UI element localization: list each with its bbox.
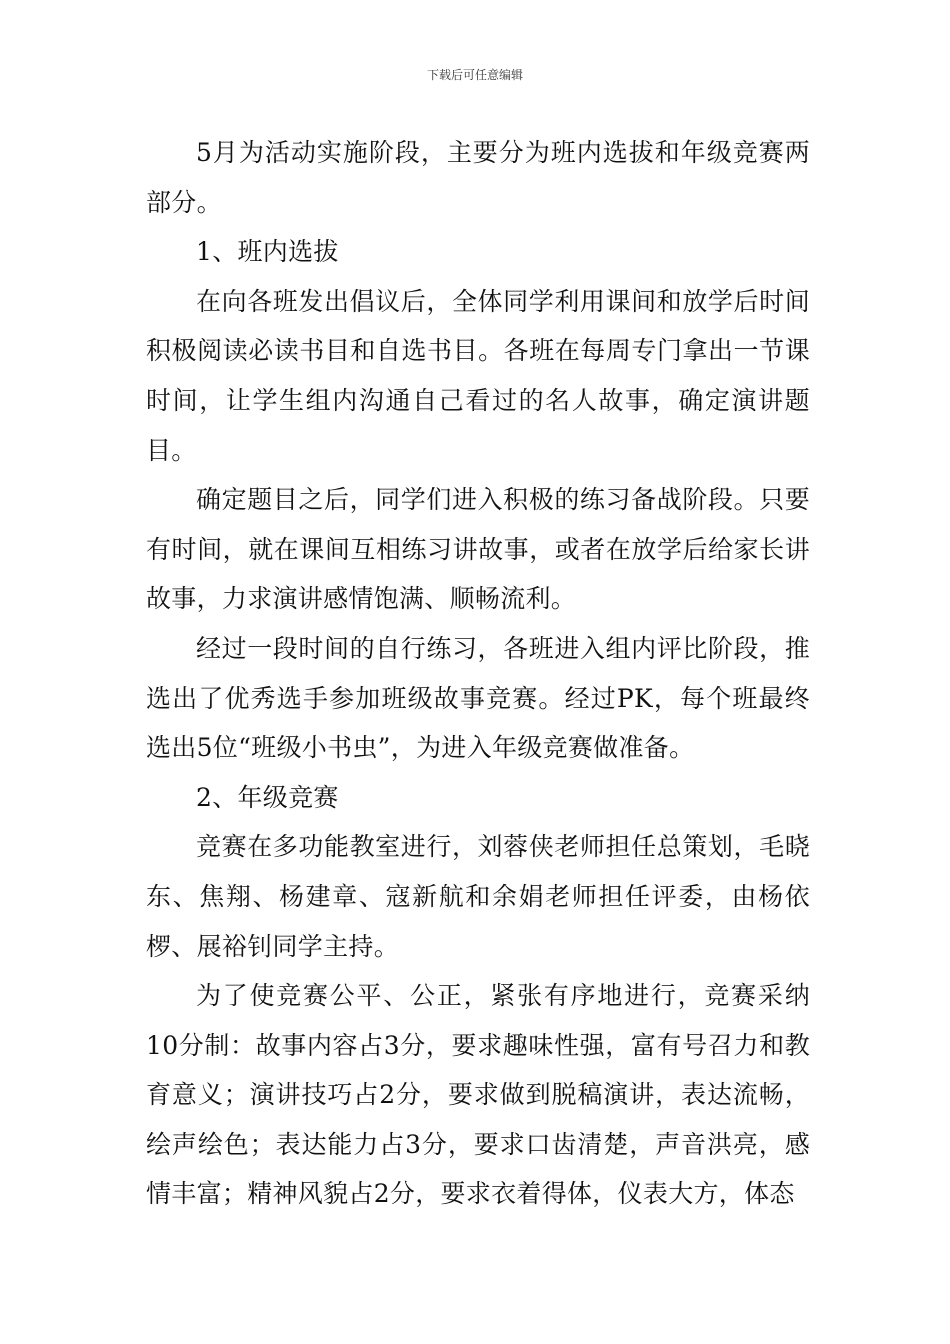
paragraph-5: 竞赛在多功能教室进行，刘蓉侠老师担任总策划，毛晓东、焦翔、杨建章、寇新航和余娟老师担任评委，由杨依椤、展裕钊同学主持。	[146, 832, 810, 961]
paragraph-2: 在向各班发出倡议后，全体同学利用课间和放学后时间积极阅读必读书目和自选书目。各班在每周专门拿出一节课时间，让学生组内沟通自己看过的名人故事，确定演讲题目。	[146, 286, 810, 465]
paragraph-3: 确定题目之后，同学们进入积极的练习备战阶段。只要有时间，就在课间互相练习讲故事，或者在放学后给家长讲故事，力求演讲感情饱满、顺畅流利。	[146, 485, 810, 614]
section-heading-2: 2、年级竞赛	[196, 782, 339, 812]
paragraph-1: 5月为活动实施阶段，主要分为班内选拔和年级竞赛两部分。	[146, 138, 810, 217]
paragraph-6: 为了使竞赛公平、公正，紧张有序地进行，竞赛采纳10分制：故事内容占3分，要求趣味性强，富有号召力和教育意义；演讲技巧占2分，要求做到脱稿演讲，表达流畅，绘声绘色；表达能力占3分，要求口齿清楚，声音洪亮，感情丰富；精神风貌占2分，要求衣着得体，仪表大方，体态	[146, 981, 810, 1209]
page-header: 下载后可任意编辑	[426, 68, 523, 82]
paragraph-4: 经过一段时间的自行练习，各班进入组内评比阶段，推选出了优秀选手参加班级故事竞赛。经过PK，每个班最终选出5位“班级小书虫”，为进入年级竞赛做准备。	[146, 633, 810, 763]
section-heading-1: 1、班内选拔	[196, 237, 339, 267]
document-body	[146, 128, 810, 1219]
